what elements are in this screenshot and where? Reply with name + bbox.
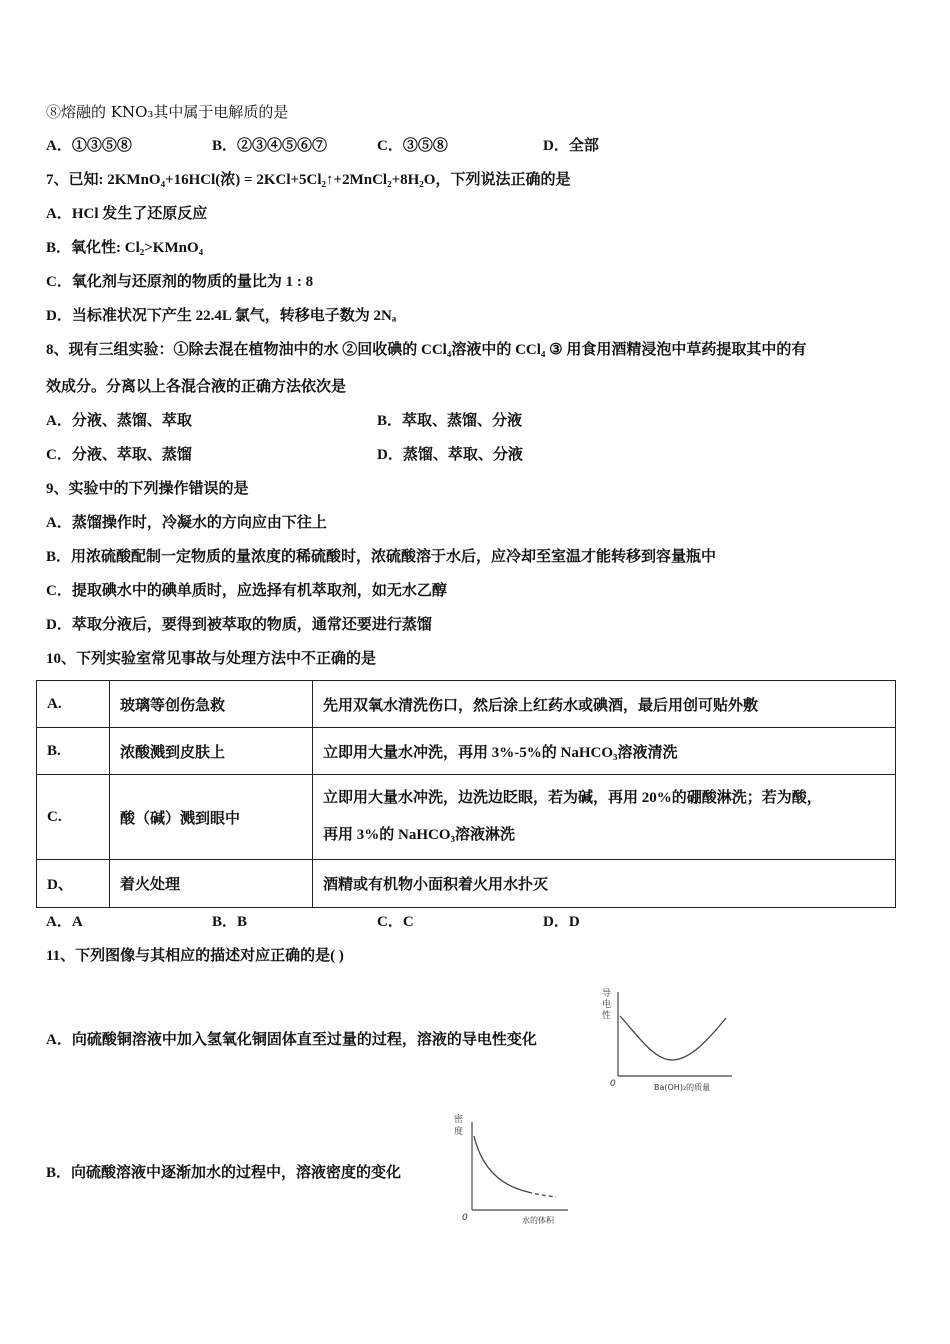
row-accident: 浓酸溅到皮肤上 <box>110 728 313 775</box>
row-method: 立即用大量水冲洗，再用 3%-5%的 NaHCO₃溶液清洗 <box>313 728 896 775</box>
figure-b-svg <box>448 1110 574 1230</box>
figure-a-origin: 0 <box>610 1079 616 1089</box>
table-row <box>37 728 896 775</box>
figure-a-svg <box>598 984 738 1096</box>
q10-option-a: A．A <box>46 914 83 930</box>
row-method: 先用双氧水清洗伤口，然后涂上红药水或碘酒，最后用创可贴外敷 <box>313 681 896 728</box>
q11-option-a: A．向硫酸铜溶液中加入氢氧化铜固体直至过量的过程，溶液的导电性变化 <box>46 1032 537 1048</box>
q6-option-b: B．②③④⑤⑥⑦ <box>212 138 328 154</box>
q10-option-b: B．B <box>212 914 248 930</box>
q6-option-c: C．③⑤⑧ <box>377 138 448 154</box>
row-label: D、 <box>37 860 110 908</box>
q10-option-d: D．D <box>543 914 580 930</box>
figure-a-ylabel-1: 导 <box>602 989 612 999</box>
figure-b-origin: 0 <box>462 1213 468 1223</box>
q10-stem: 10、下列实验室常见事故与处理方法中不正确的是 <box>46 651 377 667</box>
figure-a-curve <box>620 1016 726 1060</box>
figure-b-density <box>448 1110 574 1230</box>
q9-option-b: B．用浓硫酸配制一定物质的量浓度的稀硫酸时，浓硫酸溶于水后，应冷却至室温才能转移到容量瓶中 <box>46 549 717 565</box>
q6-tail: ⑧熔融的 KNO₃其中属于电解质的是 <box>46 103 289 121</box>
q6-option-a: A．①③⑤⑧ <box>46 138 132 154</box>
figure-b-ylabel-2: 度 <box>454 1127 464 1137</box>
q8-option-c: C．分液、萃取、蒸馏 <box>46 447 192 463</box>
q8-stem-line2: 效成分。分离以上各混合液的正确方法依次是 <box>46 379 347 395</box>
table-row <box>37 681 896 728</box>
figure-a-ylabel-3: 性 <box>602 1011 612 1021</box>
figure-b-curve-dashed <box>528 1192 556 1197</box>
q7-option-b: B．氧化性: Cl₂>KMnO₄ <box>46 240 204 256</box>
q7-option-d: D．当标准状况下产生 22.4L 氯气，转移电子数为 2Nₐ <box>46 308 397 324</box>
figure-a-xlabel: Ba(OH)₂的质量 <box>654 1083 711 1092</box>
row-method-line2: 再用 3%的 NaHCO₃溶液淋洗 <box>323 827 515 843</box>
q7-stem: 7、已知: 2KMnO₄+16HCl(浓) = 2KCl+5Cl₂↑+2MnCl₂+8H₂O，下列说法正确的是 <box>46 172 571 188</box>
row-label: A. <box>37 681 110 728</box>
q11-stem: 11、下列图像与其相应的描述对应正确的是( ) <box>46 948 344 964</box>
figure-b-ylabel-1: 密 <box>454 1115 464 1125</box>
q10-table <box>36 680 896 908</box>
q11-option-b: B．向硫酸溶液中逐渐加水的过程中，溶液密度的变化 <box>46 1165 402 1181</box>
figure-b-curve <box>474 1136 528 1192</box>
figure-a-ylabel-2: 电 <box>602 1000 612 1010</box>
q9-option-c: C．提取碘水中的碘单质时，应选择有机萃取剂，如无水乙醇 <box>46 583 447 599</box>
table-row <box>37 775 896 860</box>
q9-option-d: D．萃取分液后，要得到被萃取的物质，通常还要进行蒸馏 <box>46 617 432 633</box>
row-label: B. <box>37 728 110 775</box>
q8-option-b: B．萃取、蒸馏、分液 <box>377 413 523 429</box>
q9-option-a: A．蒸馏操作时，冷凝水的方向应由下往上 <box>46 515 327 531</box>
row-accident: 酸（碱）溅到眼中 <box>110 775 313 860</box>
q6-option-d: D．全部 <box>543 138 599 154</box>
q10-option-c: C．C <box>377 914 414 930</box>
row-accident: 玻璃等创伤急救 <box>110 681 313 728</box>
q7-option-a: A．HCl 发生了还原反应 <box>46 206 208 222</box>
row-method: 酒精或有机物小面积着火用水扑灭 <box>313 860 896 908</box>
q8-stem-line1: 8、现有三组实验：①除去混在植物油中的水 ②回收碘的 CCl₄溶液中的 CCl₄ ③ 用食用酒精浸泡中草药提取其中的有 <box>46 342 807 358</box>
row-method-line1: 立即用大量水冲洗，边洗边眨眼，若为碱，再用 20%的硼酸淋洗；若为酸， <box>323 790 822 806</box>
row-method <box>313 775 896 860</box>
row-label: C. <box>37 775 110 860</box>
figure-b-xlabel: 水的体积 <box>522 1216 554 1225</box>
q7-option-c: C．氧化剂与还原剂的物质的量比为 1 : 8 <box>46 274 314 290</box>
q9-stem: 9、实验中的下列操作错误的是 <box>46 481 249 497</box>
q8-option-d: D．蒸馏、萃取、分液 <box>377 447 523 463</box>
row-accident: 着火处理 <box>110 860 313 908</box>
table-row <box>37 860 896 908</box>
figure-a-conductivity <box>598 984 738 1096</box>
q8-option-a: A．分液、蒸馏、萃取 <box>46 413 192 429</box>
